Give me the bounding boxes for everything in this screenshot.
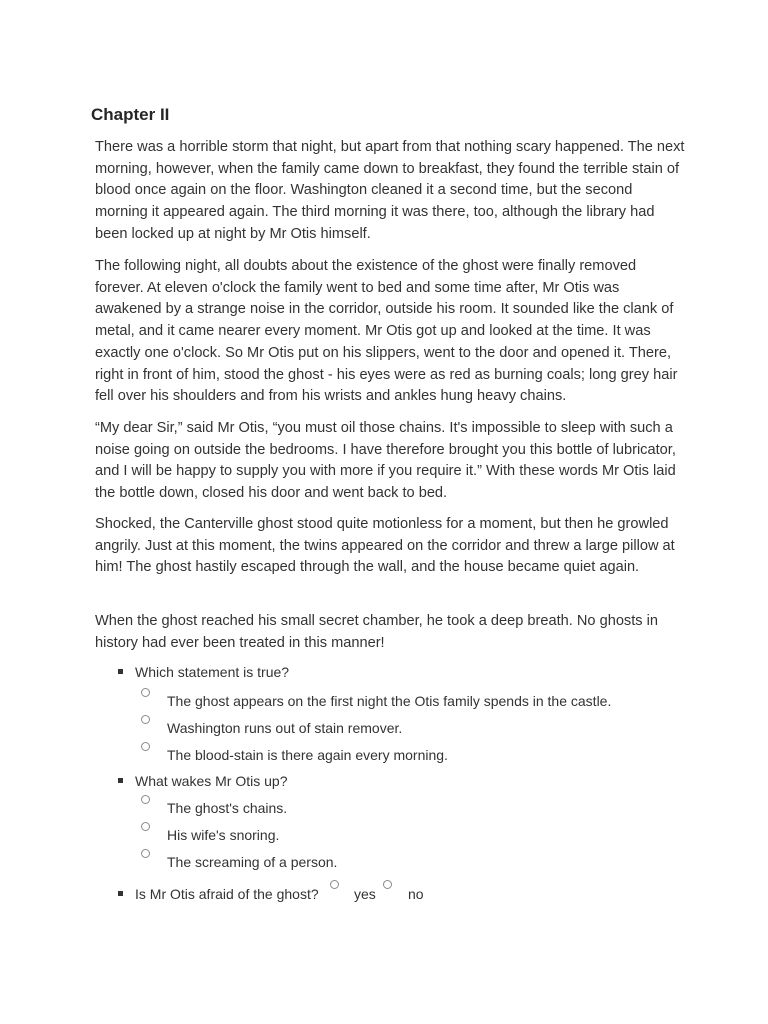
question-3-option-yes-radio[interactable] [330,880,339,889]
question-bullet [118,891,123,896]
question-bullet [118,669,123,674]
question-2-option-2-label: His wife's snoring. [167,827,280,843]
question-1-option-3-label: The blood-stain is there again every morning. [167,747,448,763]
paragraph-5: When the ghost reached his small secret chamber, he took a deep breath. No ghosts in history had ever been treated in this manner! [95,613,658,651]
chapter-title: Chapter II [91,105,170,124]
question-2-option-1-radio[interactable] [141,795,150,804]
paragraph-1: There was a horrible storm that night, but apart from that nothing scary happened. The next morning, however, when the family came down to breakfast, they found the terrible stain of blood once again on the floor. Washington cleaned it a second time, but the second morning it appeared again. The third morning it was there, too, although the library had been locked up at night by Mr Otis himself. [95,139,685,242]
question-1-option-1-label: The ghost appears on the first night the Otis family spends in the castle. [167,693,612,709]
paragraph-2: The following night, all doubts about the existence of the ghost were finally removed forever. At eleven o'clock the family went to bed and some time after, Mr Otis was awakened by a strange noise in the corridor, outside his room. It sounded like the clank of metal, and it came nearer every moment. Mr Otis got up and looked at the time. It was exactly one o'clock. So Mr Otis put on his slippers, went to the door and opened it. There, right in front of him, stood the ghost - his eyes were as red as burning coals; long grey hair fell over his shoulders and from his wrists and ankles hung heavy chains. [95,258,678,405]
question-2-option-2-radio[interactable] [141,822,150,831]
question-1-text: Which statement is true? [135,664,290,680]
question-1-option-1-radio[interactable] [141,688,150,697]
question-2-text: What wakes Mr Otis up? [135,773,288,789]
question-2-option-3-radio[interactable] [141,849,150,858]
question-bullet [118,778,123,783]
question-1-option-3-radio[interactable] [141,742,150,751]
question-3-option-yes-label: yes [354,886,376,902]
question-3-option-no-label: no [408,886,424,902]
question-3-option-no-radio[interactable] [383,880,392,889]
paragraph-4: Shocked, the Canterville ghost stood quite motionless for a moment, but then he growled angrily. Just at this moment, the twins appeared on the corridor and threw a large pillow at him! The ghost hastily escaped through the wall, and the house became quiet again. [95,516,675,576]
question-1-option-2-radio[interactable] [141,715,150,724]
paragraph-3: “My dear Sir,” said Mr Otis, “you must oil those chains. It's impossible to sleep with such a noise going on outside the bedrooms. I have therefore brought you this bottle of lubricator, and I will be happy to supply you with more if you require it.” With these words Mr Otis laid the bottle down, closed his door and went back to bed. [95,420,676,502]
question-2-option-1-label: The ghost's chains. [167,800,288,816]
question-1-option-2-label: Washington runs out of stain remover. [167,720,403,736]
question-2-option-3-label: The screaming of a person. [167,854,338,870]
question-3-text: Is Mr Otis afraid of the ghost? [135,886,319,902]
